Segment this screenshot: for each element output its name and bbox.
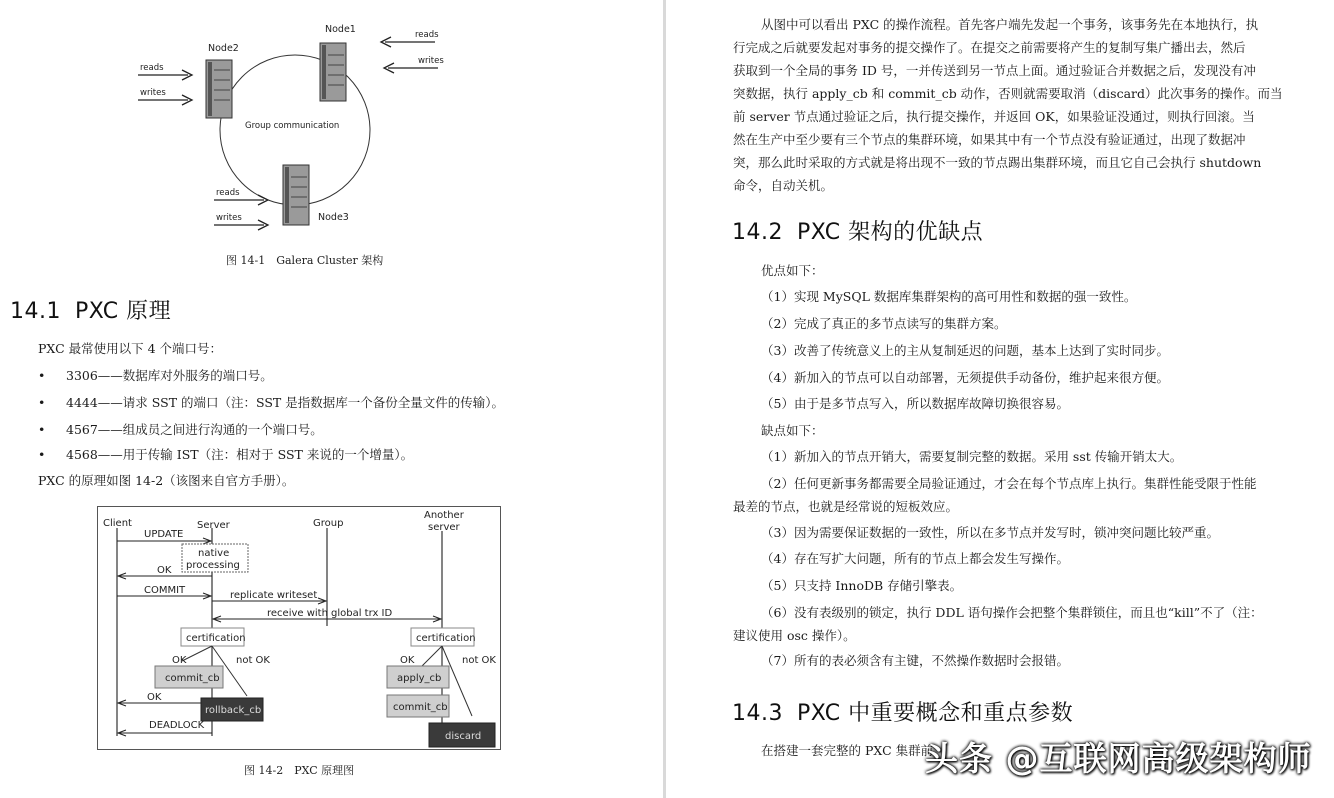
bullet-item	[38, 367, 273, 385]
group-label: Group	[313, 518, 344, 529]
bullet-item	[38, 421, 323, 439]
group-communication-label: Group communication	[245, 121, 340, 131]
node2-writes-label: writes	[140, 88, 166, 98]
pxc-principle-diagram	[97, 506, 502, 751]
discard-label: discard	[445, 731, 482, 742]
bullet-item	[38, 394, 504, 412]
bullet-text: 4567——组成员之间进行沟通的一个端口号。	[66, 422, 323, 437]
server-certification-label: certification	[186, 633, 246, 644]
section-14-2-heading	[732, 215, 983, 246]
server-label: Server	[197, 520, 230, 531]
bottom-paragraph-line: 在搭建一套完整的 PXC 集群前	[761, 743, 934, 758]
cons-item: （3）因为需要保证数据的一致性，所以在多节点并发写时，锁冲突问题比较严重。	[761, 525, 1219, 540]
pros-item: （3）改善了传统意义上的主从复制延迟的问题，基本上达到了实时同步。	[761, 343, 1169, 358]
section-number: 14.1	[10, 299, 61, 324]
cons-item: （4）存在写扩大问题，所有的节点上都会发生写操作。	[761, 551, 1069, 566]
section-number: 14.3	[732, 701, 783, 726]
cons-item-continued: 最差的节点，也就是经常说的短板效应。	[733, 499, 959, 514]
galera-cluster-diagram	[120, 15, 480, 240]
figure-14-2-caption: 图 14-2 PXC 原理图	[244, 764, 355, 777]
paragraph-line: 前 server 节点通过验证之后，执行提交操作，并返回 OK，如果验证没通过，则执行回滚。当	[733, 109, 1255, 124]
processing-label: processing	[186, 560, 240, 571]
figure-14-1-caption: 图 14-1 Galera Cluster 架构	[226, 254, 384, 267]
cons-item: （7）所有的表必须含有主键，不然操作数据时会报错。	[761, 653, 1069, 668]
node2-reads-label: reads	[140, 63, 164, 73]
bullet-mark: •	[38, 395, 46, 410]
server-not-ok-label: not OK	[236, 655, 270, 666]
left-page	[0, 0, 664, 798]
pros-item: （1）实现 MySQL 数据库集群架构的高可用性和数据的强一致性。	[761, 289, 1137, 304]
replicate-writeset-label: replicate writeset	[230, 590, 318, 601]
cons-item: （5）只支持 InnoDB 存储引擎表。	[761, 578, 963, 593]
paragraph-line: 行完成之后就要发起对事务的提交操作了。在提交之前需要将产生的复制写集广播出去，然后	[733, 40, 1246, 55]
client-label: Client	[103, 518, 132, 529]
pros-item: （2）完成了真正的多节点读写的集群方案。	[761, 316, 1007, 331]
receive-with-label: receive with	[267, 608, 328, 619]
apply-cb-label: apply_cb	[397, 673, 442, 684]
node2-label: Node2	[208, 43, 239, 54]
node1-writes-label: writes	[418, 56, 444, 66]
cons-item-continued: 建议使用 osc 操作）。	[733, 628, 856, 643]
server-commit-cb-label: commit_cb	[165, 673, 220, 684]
node3-writes-label: writes	[216, 213, 242, 223]
paragraph-line: 获取到一个全局的事务 ID 号，一并传送到另一节点上面。通过验证合并数据之后，发现没有冲	[733, 63, 1256, 78]
another-not-ok-label: not OK	[462, 655, 496, 666]
bullet-text: 4444——请求 SST 的端口（注：SST 是指数据库一个备份全量文件的传输）。	[66, 395, 504, 410]
server-ok-label: OK	[172, 655, 187, 666]
bullet-text: 4568——用于传输 IST（注：相对于 SST 来说的一个增量）。	[66, 447, 414, 462]
cons-item: （1）新加入的节点开销大，需要复制完整的数据。采用 sst 传输开销太大。	[761, 449, 1183, 464]
bullet-text: 3306——数据库对外服务的端口号。	[66, 368, 273, 383]
bullet-mark: •	[38, 368, 46, 383]
rollback-cb-label: rollback_cb	[205, 705, 262, 716]
pros-item: （4）新加入的节点可以自动部署，无须提供手动备份，维护起来很方便。	[761, 370, 1169, 385]
ports-intro: PXC 最常使用以下 4 个端口号：	[38, 341, 223, 356]
node3-server-icon	[283, 165, 309, 225]
section-title: PXC 架构的优缺点	[796, 220, 984, 245]
node2-server-icon	[206, 60, 232, 118]
cons-item: （2）任何更新事务都需要全局验证通过，才会在每个节点库上执行。集群性能受限于性能	[761, 476, 1257, 491]
section-number: 14.2	[732, 220, 783, 245]
global-trx-id-label: global trx ID	[331, 608, 393, 619]
section-14-1-heading	[10, 294, 171, 325]
right-page	[666, 0, 1334, 798]
node1-label: Node1	[325, 24, 356, 35]
watermark-text: 头条 @互联网高级架构师	[925, 739, 1312, 778]
paragraph-line: 然在生产中至少要有三个节点的集群环境，如果其中有一个节点没有验证通过，出现了数据冲	[733, 132, 1246, 147]
section-14-3-heading	[732, 696, 1073, 727]
pros-label: 优点如下：	[761, 263, 824, 278]
another-server-label: server	[428, 522, 460, 533]
deadlock-label: DEADLOCK	[149, 720, 205, 731]
cons-label: 缺点如下：	[761, 423, 824, 438]
cons-item: （6）没有表级别的锁定，执行 DDL 语句操作会把整个集群锁住，而且也“kill”不了（注：	[761, 605, 1263, 620]
paragraph-line: 突数据，执行 apply_cb 和 commit_cb 动作，否则就需要取消（discard）此次事务的操作。而当	[733, 86, 1283, 101]
node1-server-icon	[320, 43, 346, 101]
another-ok-label: OK	[400, 655, 415, 666]
figure-ref-text: PXC 的原理如图 14-2（该图来自官方手册）。	[38, 473, 295, 488]
pros-item: （5）由于是多节点写入，所以数据库故障切换很容易。	[761, 396, 1069, 411]
node3-label: Node3	[318, 212, 349, 223]
node1-reads-label: reads	[415, 30, 439, 40]
another-certification-label: certification	[416, 633, 476, 644]
bullet-item	[38, 446, 413, 464]
commit-ok-label: OK	[147, 692, 162, 703]
ok-label: OK	[157, 565, 172, 576]
another-label: Another	[424, 510, 464, 521]
section-title: PXC 原理	[74, 299, 172, 324]
bullet-mark: •	[38, 422, 46, 437]
commit-label: COMMIT	[144, 585, 186, 596]
node3-reads-label: reads	[216, 188, 240, 198]
paragraph-line: 突，那么此时采取的方式就是将出现不一致的节点踢出集群环境，而且它自己会执行 shutdown	[733, 155, 1262, 170]
paragraph-line: 命令，自动关机。	[733, 178, 834, 193]
section-title: PXC 中重要概念和重点参数	[796, 701, 1074, 726]
native-label: native	[198, 548, 230, 559]
paragraph-line: 从图中可以看出 PXC 的操作流程。首先客户端先发起一个事务，该事务先在本地执行，执	[761, 17, 1259, 32]
update-label: UPDATE	[144, 529, 184, 540]
bullet-mark: •	[38, 447, 46, 462]
another-commit-cb-label: commit_cb	[393, 702, 448, 713]
